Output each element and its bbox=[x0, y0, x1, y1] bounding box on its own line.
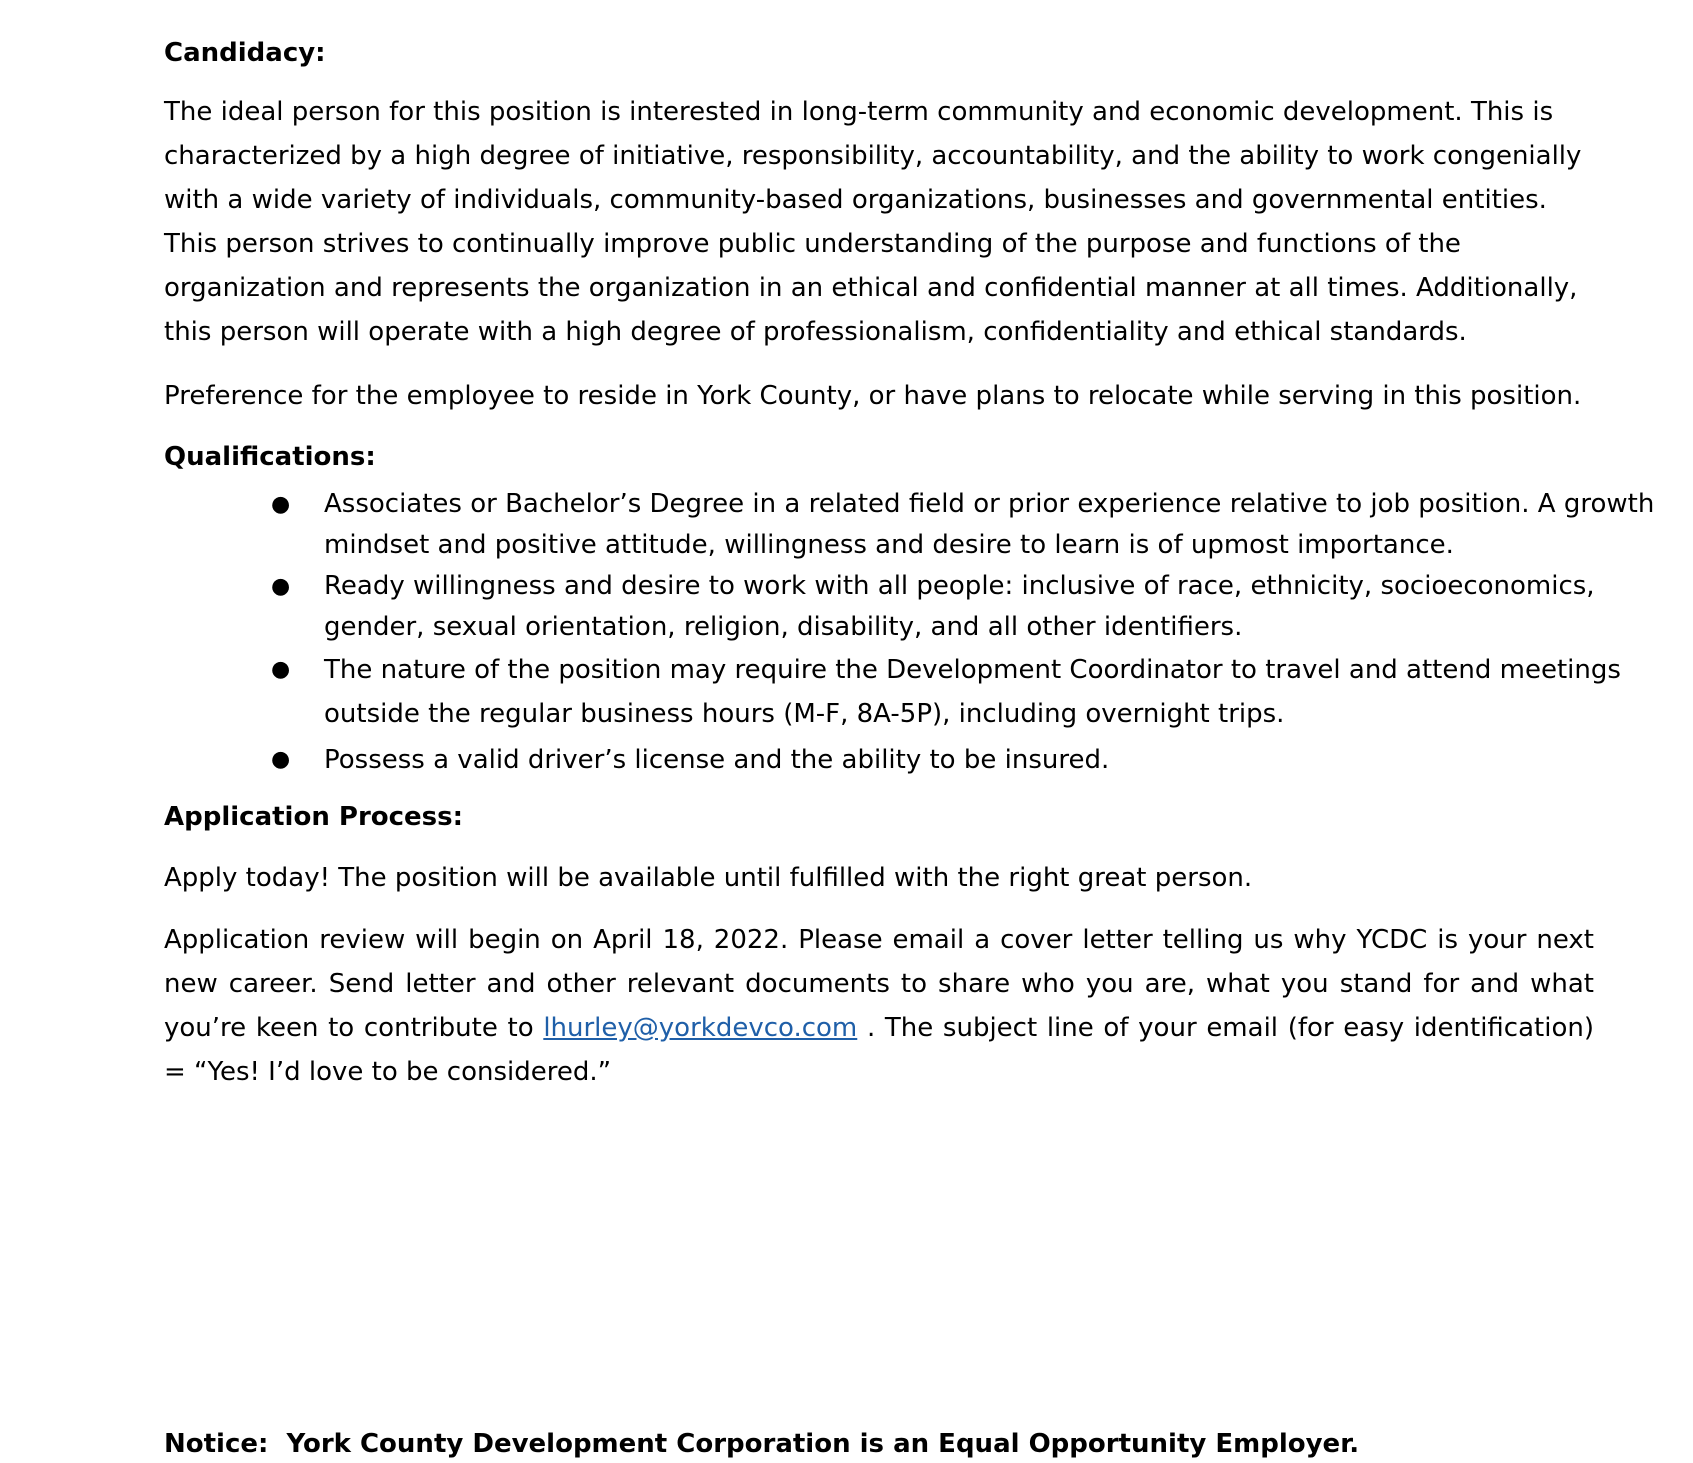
application-process-heading: Application Process: bbox=[164, 802, 464, 832]
qualifications-heading: Qualifications: bbox=[164, 442, 376, 472]
list-item-text: Associates or Bachelor’s Degree in a related field or prior experience relative to job position. A growth mindset and positive attitude, willingness and desire to learn is of upmost importance. bbox=[324, 489, 1655, 560]
bullet-icon: ● bbox=[271, 492, 291, 517]
list-item bbox=[271, 484, 1684, 566]
list-item bbox=[271, 648, 1684, 736]
list-item-text: Ready willingness and desire to work with all people: inclusive of race, ethnicity, socioeconomics, gender, sexual orientation, religion, disability, and all other identifiers. bbox=[324, 571, 1595, 642]
list-item bbox=[271, 738, 1684, 782]
bullet-icon: ● bbox=[271, 657, 291, 682]
preference-paragraph: Preference for the employee to reside in York County, or have plans to relocate while serving in this position. bbox=[164, 381, 1582, 411]
bullet-icon: ● bbox=[271, 747, 291, 772]
list-item-text: Possess a valid driver’s license and the ability to be insured. bbox=[324, 745, 1110, 775]
apply-paragraph: Apply today! The position will be available until fulfilled with the right great person. bbox=[164, 863, 1253, 893]
list-item bbox=[271, 566, 1684, 648]
review-paragraph bbox=[164, 918, 1594, 1094]
equal-opportunity-notice: Notice: York County Development Corporation is an Equal Opportunity Employer. bbox=[164, 1429, 1360, 1459]
qualifications-list bbox=[164, 484, 1684, 782]
document-page bbox=[164, 34, 1655, 1459]
candidacy-heading: Candidacy: bbox=[164, 38, 326, 68]
bullet-icon: ● bbox=[271, 574, 291, 599]
list-item-text: The nature of the position may require the Development Coordinator to travel and attend meetings outside the regular business hours (M-F, 8A-5P), including overnight trips. bbox=[324, 655, 1621, 729]
review-text-end: . The subject line of your email (for easy identification) = “Yes! I’d love to be considered.” bbox=[164, 1013, 1594, 1087]
email-link[interactable]: lhurley@yorkdevco.com bbox=[543, 1013, 858, 1043]
candidacy-paragraph: The ideal person for this position is interested in long-term community and economic development. This is characterized by a high degree of initiative, responsibility, accountability, and the ability to work congenially with a wide variety of individuals, community-based organizations, businesses and governmental entities. This person strives to continually improve public understanding of the purpose and functions of the organization and represents the organization in an ethical and confidential manner at all times. Additionally, this person will operate with a high degree of professionalism, confidentiality and ethical standards. bbox=[164, 97, 1582, 347]
review-text: Application review will begin on April 18, 2022. Please email a cover letter telling us why YCDC is your next new career. Send letter and other relevant documents to share who you are, what you stand for and what you’re keen to contribute to bbox=[164, 925, 1594, 1043]
